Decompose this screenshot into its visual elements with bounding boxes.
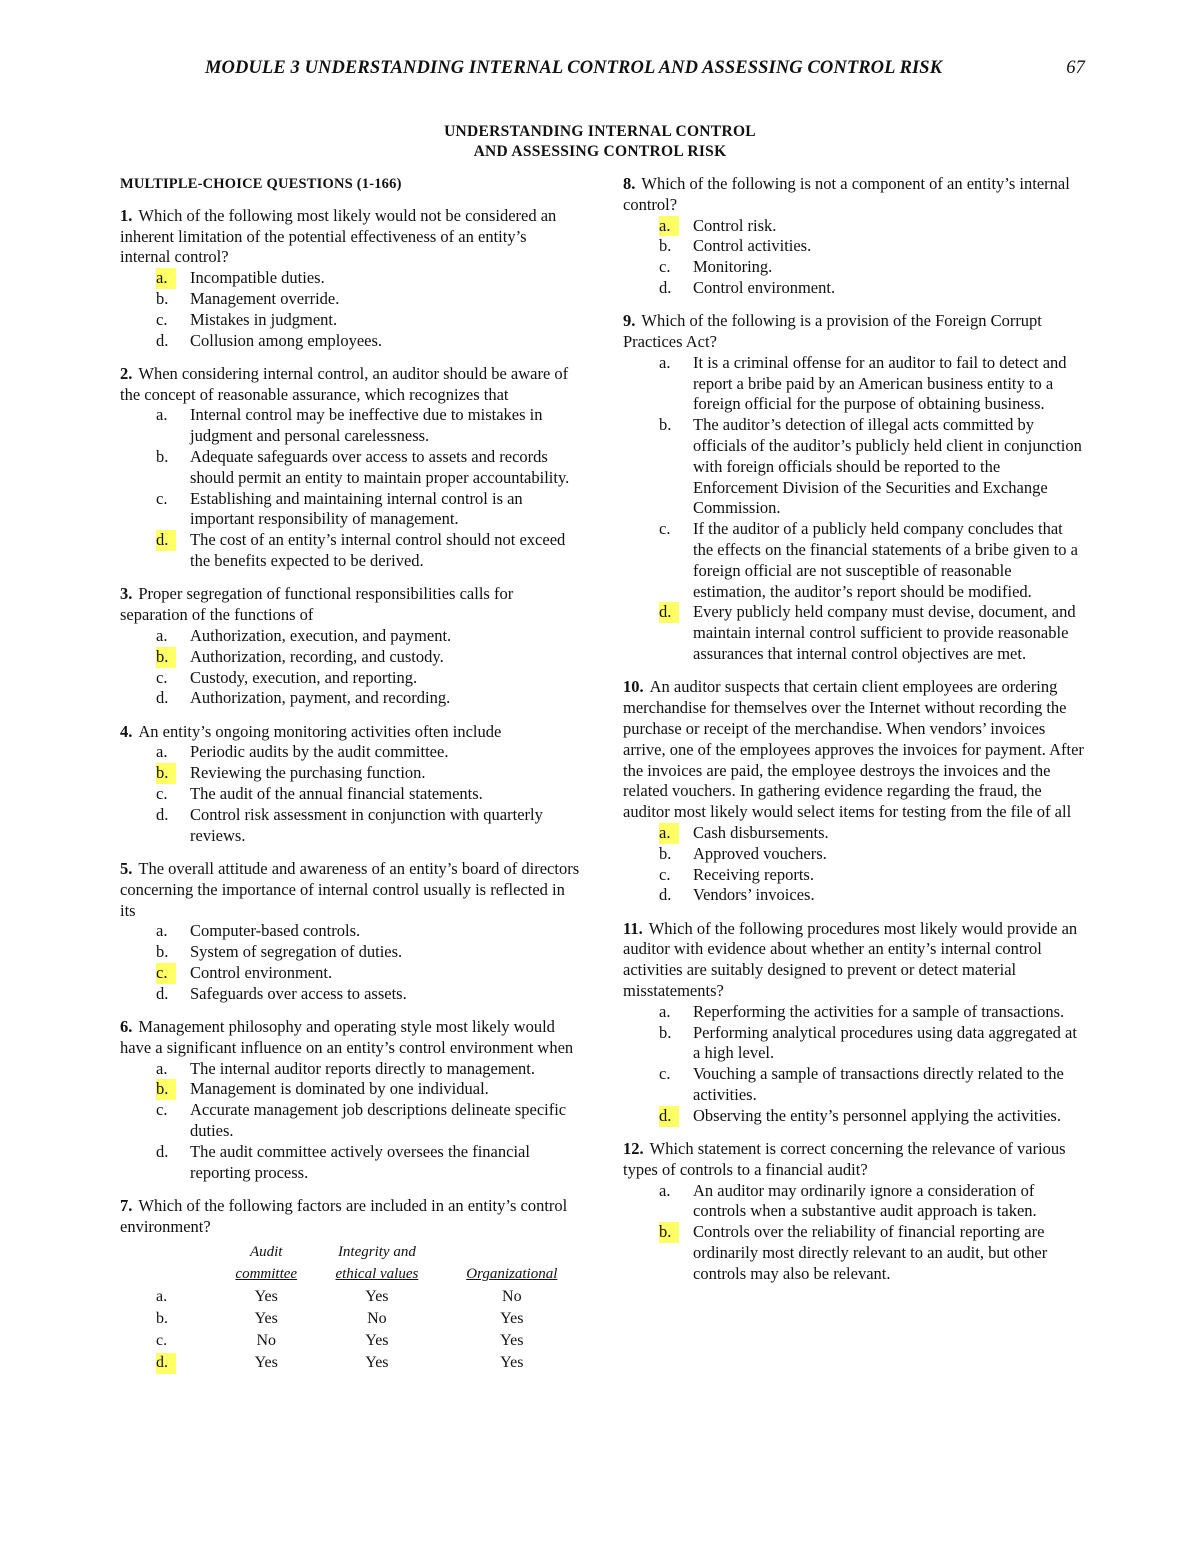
question-11 <box>623 919 1085 1127</box>
choice-letter: a. <box>156 742 168 762</box>
table-row <box>120 1353 580 1375</box>
choice <box>120 805 580 847</box>
question-number: 6. <box>120 1016 133 1036</box>
question-stem <box>120 1017 580 1059</box>
q7-answer-table <box>120 1243 580 1375</box>
choice-letter: a. <box>659 1180 671 1200</box>
choice <box>623 216 1085 237</box>
choice-text: Collusion among employees. <box>190 330 383 350</box>
choice <box>120 1059 580 1080</box>
choice-text: Control risk. <box>693 215 777 235</box>
question-stem <box>120 859 580 921</box>
question-stem <box>623 1139 1085 1181</box>
question-text: When considering internal control, an auditor should be aware of the concept of reasonable assurance, which recognizes that <box>120 363 569 404</box>
choice <box>623 353 1085 415</box>
choice <box>623 1064 1085 1106</box>
choice <box>120 1100 580 1142</box>
choice-letter: a. <box>659 216 679 237</box>
question-text: Which of the following most likely would not be considered an inherent limitation of the potential effectiveness of an entity’s internal control? <box>120 205 557 267</box>
choice-letter: d. <box>156 983 169 1003</box>
choice-letter: b. <box>659 843 672 863</box>
choice <box>120 984 580 1005</box>
choice-letter: d. <box>659 885 672 905</box>
choice <box>120 447 580 489</box>
choice <box>120 1079 580 1100</box>
choice-letter: b. <box>156 942 169 962</box>
choice-letter: d. <box>659 1106 679 1127</box>
choice <box>120 331 580 352</box>
question-stem <box>120 1196 580 1238</box>
choice <box>623 1002 1085 1023</box>
question-number: 12. <box>623 1139 644 1159</box>
choice-text: Periodic audits by the audit committee. <box>190 742 449 762</box>
choice-text: System of segregation of duties. <box>190 942 403 962</box>
choice-letter: c. <box>156 309 168 329</box>
question-12 <box>623 1139 1085 1285</box>
question-7 <box>120 1196 580 1376</box>
choice-text: Custody, execution, and reporting. <box>190 667 418 687</box>
choice-text: Control activities. <box>693 236 812 256</box>
choice <box>623 1106 1085 1127</box>
choice <box>623 885 1085 906</box>
table-cell: Yes <box>365 1354 389 1372</box>
choice <box>623 823 1085 844</box>
choice-text: Approved vouchers. <box>693 843 827 863</box>
choice-letter: c. <box>659 864 671 884</box>
choice <box>623 257 1085 278</box>
question-number: 4. <box>120 721 133 741</box>
page-number: 67 <box>1066 58 1085 78</box>
table-cell: Yes <box>365 1288 389 1306</box>
choice-letter: c. <box>156 667 168 687</box>
choice-letter: d. <box>156 804 169 824</box>
choice-letter: a. <box>156 405 168 425</box>
choice-text: The auditor’s detection of illegal acts committed by officials of the auditor’s publicly held client in conjunction with foreign officials should be reported to the Enforcement Division of the Securities and Exchange Commission. <box>693 415 1082 518</box>
choice-letter: a. <box>156 1058 168 1078</box>
table-cell: Yes <box>500 1332 524 1350</box>
choice <box>120 268 580 289</box>
section-title <box>0 122 1200 162</box>
choice-text: Reviewing the purchasing function. <box>190 763 426 783</box>
choice-text: Authorization, execution, and payment. <box>190 625 452 645</box>
question-4 <box>120 722 580 847</box>
table-cell: Yes <box>254 1310 278 1328</box>
choice-letter: d. <box>659 277 672 297</box>
section-title-line1: UNDERSTANDING INTERNAL CONTROL <box>444 123 756 140</box>
table-cell: No <box>502 1288 522 1306</box>
table-cell: No <box>367 1310 387 1328</box>
choice <box>120 647 580 668</box>
choice-letter: a. <box>156 268 176 289</box>
choice-letter: d. <box>156 688 169 708</box>
question-9 <box>623 311 1085 665</box>
choice <box>120 405 580 447</box>
choice-text: Mistakes in judgment. <box>190 309 338 329</box>
table-row <box>120 1331 580 1353</box>
choice <box>623 236 1085 257</box>
choice-letter: a. <box>659 823 679 844</box>
table-cell: Yes <box>500 1310 524 1328</box>
choice <box>120 784 580 805</box>
choice-text: The audit committee actively oversees the financial reporting process. <box>190 1141 530 1182</box>
choice-text: Performing analytical procedures using data aggregated at a high level. <box>693 1022 1077 1063</box>
choice-text: The cost of an entity’s internal control should not exceed the benefits expected to be derived. <box>190 530 566 571</box>
choice-letter: d. <box>156 330 169 350</box>
question-text: An auditor suspects that certain client employees are ordering merchandise for themselves over the Internet without recording the purchase or receipt of the merchandise. When vendors’ invoices arrive, one of the employees approves the invoices for payment. After the invoices are paid, the employee destroys the invoices and the related vouchers. In gathering evidence regarding the fraud, the auditor most likely would select items for testing from the file of all <box>623 677 1084 822</box>
question-stem <box>120 364 580 406</box>
question-stem <box>623 677 1085 823</box>
table-header-row <box>120 1265 580 1287</box>
choice-letter: b. <box>156 447 169 467</box>
question-text: An entity’s ongoing monitoring activities often include <box>138 721 502 741</box>
choice-letter: a. <box>156 1288 168 1306</box>
choice-text: Control risk assessment in conjunction with quarterly reviews. <box>190 804 543 845</box>
question-8 <box>623 174 1085 299</box>
question-2 <box>120 364 580 572</box>
column-header: Audit <box>249 1244 283 1261</box>
choice-letter: d. <box>659 602 679 623</box>
choice-letter: c. <box>156 784 168 804</box>
choice <box>120 530 580 572</box>
choice-text: Management is dominated by one individual. <box>190 1079 489 1099</box>
table-header-row <box>120 1243 580 1265</box>
choice-letter: b. <box>659 1222 679 1243</box>
question-number: 5. <box>120 858 133 878</box>
question-number: 10. <box>623 677 644 697</box>
left-column <box>120 174 580 1388</box>
question-stem <box>120 584 580 626</box>
column-header: committee <box>235 1266 298 1283</box>
choice-text: The internal auditor reports directly to management. <box>190 1058 536 1078</box>
column-header: Organizational <box>466 1266 558 1283</box>
choice-letter: c. <box>156 1332 168 1350</box>
choice-letter: d. <box>156 1353 176 1374</box>
choice-letter: a. <box>156 921 168 941</box>
choice-text: Control environment. <box>693 277 836 297</box>
column-header: Integrity and <box>337 1244 416 1261</box>
choice <box>623 1222 1085 1284</box>
question-number: 7. <box>120 1195 133 1215</box>
choice-letter: d. <box>156 1141 169 1161</box>
question-stem <box>623 311 1085 353</box>
choice-letter: a. <box>659 352 671 372</box>
question-text: Which of the following factors are included in an entity’s control environment? <box>120 1195 568 1236</box>
choice <box>120 489 580 531</box>
choice <box>120 1142 580 1184</box>
choice-text: Internal control may be ineffective due to mistakes in judgment and personal carelessness. <box>190 405 543 446</box>
question-stem <box>623 919 1085 1002</box>
choice-letter: c. <box>659 519 671 539</box>
choice-text: Safeguards over access to assets. <box>190 983 407 1003</box>
question-10 <box>623 677 1085 906</box>
question-number: 9. <box>623 311 636 331</box>
table-cell: Yes <box>365 1332 389 1350</box>
table-cell: Yes <box>500 1354 524 1372</box>
choice <box>623 865 1085 886</box>
choice-letter: a. <box>659 1001 671 1021</box>
choice-text: Cash disbursements. <box>693 822 829 842</box>
choice-letter: b. <box>156 763 176 784</box>
choice-text: Management override. <box>190 288 340 308</box>
choice-letter: b. <box>659 1022 672 1042</box>
choice <box>623 844 1085 865</box>
choice <box>623 278 1085 299</box>
choice-letter: b. <box>156 647 176 668</box>
question-1 <box>120 206 580 352</box>
question-text: The overall attitude and awareness of an entity’s board of directors concerning the importance of internal control usually is reflected in its <box>120 858 580 920</box>
question-number: 3. <box>120 584 133 604</box>
choice <box>120 626 580 647</box>
choice-text: Receiving reports. <box>693 864 814 884</box>
choice-text: Every publicly held company must devise, document, and maintain internal control sufficient to provide reasonable assurances that internal control objectives are met. <box>693 602 1076 664</box>
question-text: Which of the following is not a component of an entity’s internal control? <box>623 174 1070 214</box>
mcq-heading: MULTIPLE-CHOICE QUESTIONS (1-166) <box>120 176 402 192</box>
choice-text: Establishing and maintaining internal control is an important responsibility of management. <box>190 488 523 529</box>
choice <box>120 688 580 709</box>
choice-text: Adequate safeguards over access to assets and records should permit an entity to maintain proper accountability. <box>190 447 570 487</box>
choice <box>120 963 580 984</box>
question-text: Management philosophy and operating style most likely would have a significant influence on an entity’s control environment when <box>120 1016 574 1057</box>
choice-text: Vendors’ invoices. <box>693 885 815 905</box>
choice-text: Vouching a sample of transactions directly related to the activities. <box>693 1064 1064 1104</box>
choice <box>623 519 1085 602</box>
question-6 <box>120 1017 580 1183</box>
choice <box>623 415 1085 519</box>
running-header <box>205 58 1085 79</box>
question-number: 8. <box>623 174 636 193</box>
choice-text: Reperforming the activities for a sample of transactions. <box>693 1001 1065 1021</box>
choice <box>623 1181 1085 1223</box>
choice-text: Monitoring. <box>693 257 773 277</box>
table-cell: Yes <box>254 1354 278 1372</box>
question-number: 11. <box>623 918 643 938</box>
choice-letter: b. <box>659 415 672 435</box>
choice-letter: d. <box>156 530 176 551</box>
question-text: Which of the following is a provision of the Foreign Corrupt Practices Act? <box>623 311 1042 352</box>
question-number: 2. <box>120 363 133 383</box>
question-text: Which of the following procedures most likely would provide an auditor with evidence about whether an entity’s internal control activities are suitably designed to prevent or detect material misstatements? <box>623 918 1078 1000</box>
choice <box>120 310 580 331</box>
choice-text: Controls over the reliability of financial reporting are ordinarily most directly relevant to an audit, but other controls may also be relevant. <box>693 1222 1048 1283</box>
choice <box>120 742 580 763</box>
choice <box>120 921 580 942</box>
choice-letter: c. <box>659 257 671 277</box>
choice-letter: c. <box>156 1100 168 1120</box>
choice-text: Accurate management job descriptions delineate specific duties. <box>190 1100 567 1140</box>
choice-letter: a. <box>156 625 168 645</box>
choice-letter: c. <box>659 1064 671 1084</box>
question-stem <box>623 174 1085 216</box>
choice-text: Incompatible duties. <box>190 268 325 288</box>
right-column <box>623 174 1085 1297</box>
choice-letter: c. <box>156 963 176 984</box>
question-text: Proper segregation of functional responsibilities calls for separation of the functions of <box>120 584 514 625</box>
question-stem <box>120 722 580 743</box>
running-title: MODULE 3 UNDERSTANDING INTERNAL CONTROL AND ASSESSING CONTROL RISK <box>205 58 943 78</box>
choice-text: Control environment. <box>190 962 333 982</box>
question-3 <box>120 584 580 709</box>
choice-letter: c. <box>156 488 168 508</box>
table-cell: No <box>256 1332 276 1350</box>
choice-text: The audit of the annual financial statements. <box>190 784 483 804</box>
choice-letter: b. <box>156 1079 176 1100</box>
question-number: 1. <box>120 205 133 225</box>
choice-text: If the auditor of a publicly held company concludes that the effects on the financial statements of a bribe given to a foreign official are not susceptible of reasonable estimation, the auditor’s report should be modified. <box>693 519 1079 601</box>
choice <box>120 763 580 784</box>
question-stem <box>120 206 580 268</box>
column-header: ethical values <box>335 1266 419 1283</box>
section-title-line2: AND ASSESSING CONTROL RISK <box>473 143 727 160</box>
choice <box>120 942 580 963</box>
choice-text: Observing the entity’s personnel applying the activities. <box>693 1105 1061 1125</box>
choice <box>623 1023 1085 1065</box>
table-row <box>120 1287 580 1309</box>
choice <box>623 602 1085 664</box>
question-text: Which statement is correct concerning the relevance of various types of controls to a financial audit? <box>623 1139 1066 1179</box>
choice-text: Authorization, payment, and recording. <box>190 688 451 708</box>
choice-letter: b. <box>156 1310 168 1328</box>
choice-text: Authorization, recording, and custody. <box>190 646 444 666</box>
choice-letter: b. <box>156 288 169 308</box>
question-5 <box>120 859 580 1005</box>
choice-text: An auditor may ordinarily ignore a consideration of controls when a substantive audit approach is taken. <box>693 1180 1037 1221</box>
choice-letter: b. <box>659 236 672 256</box>
choice <box>120 668 580 689</box>
table-cell: Yes <box>254 1288 278 1306</box>
table-row <box>120 1309 580 1331</box>
choice-text: Computer-based controls. <box>190 921 361 941</box>
choice <box>120 289 580 310</box>
choice-text: It is a criminal offense for an auditor to fail to detect and report a bribe paid by an American business entity to a foreign official for the purpose of obtaining business. <box>693 352 1067 414</box>
